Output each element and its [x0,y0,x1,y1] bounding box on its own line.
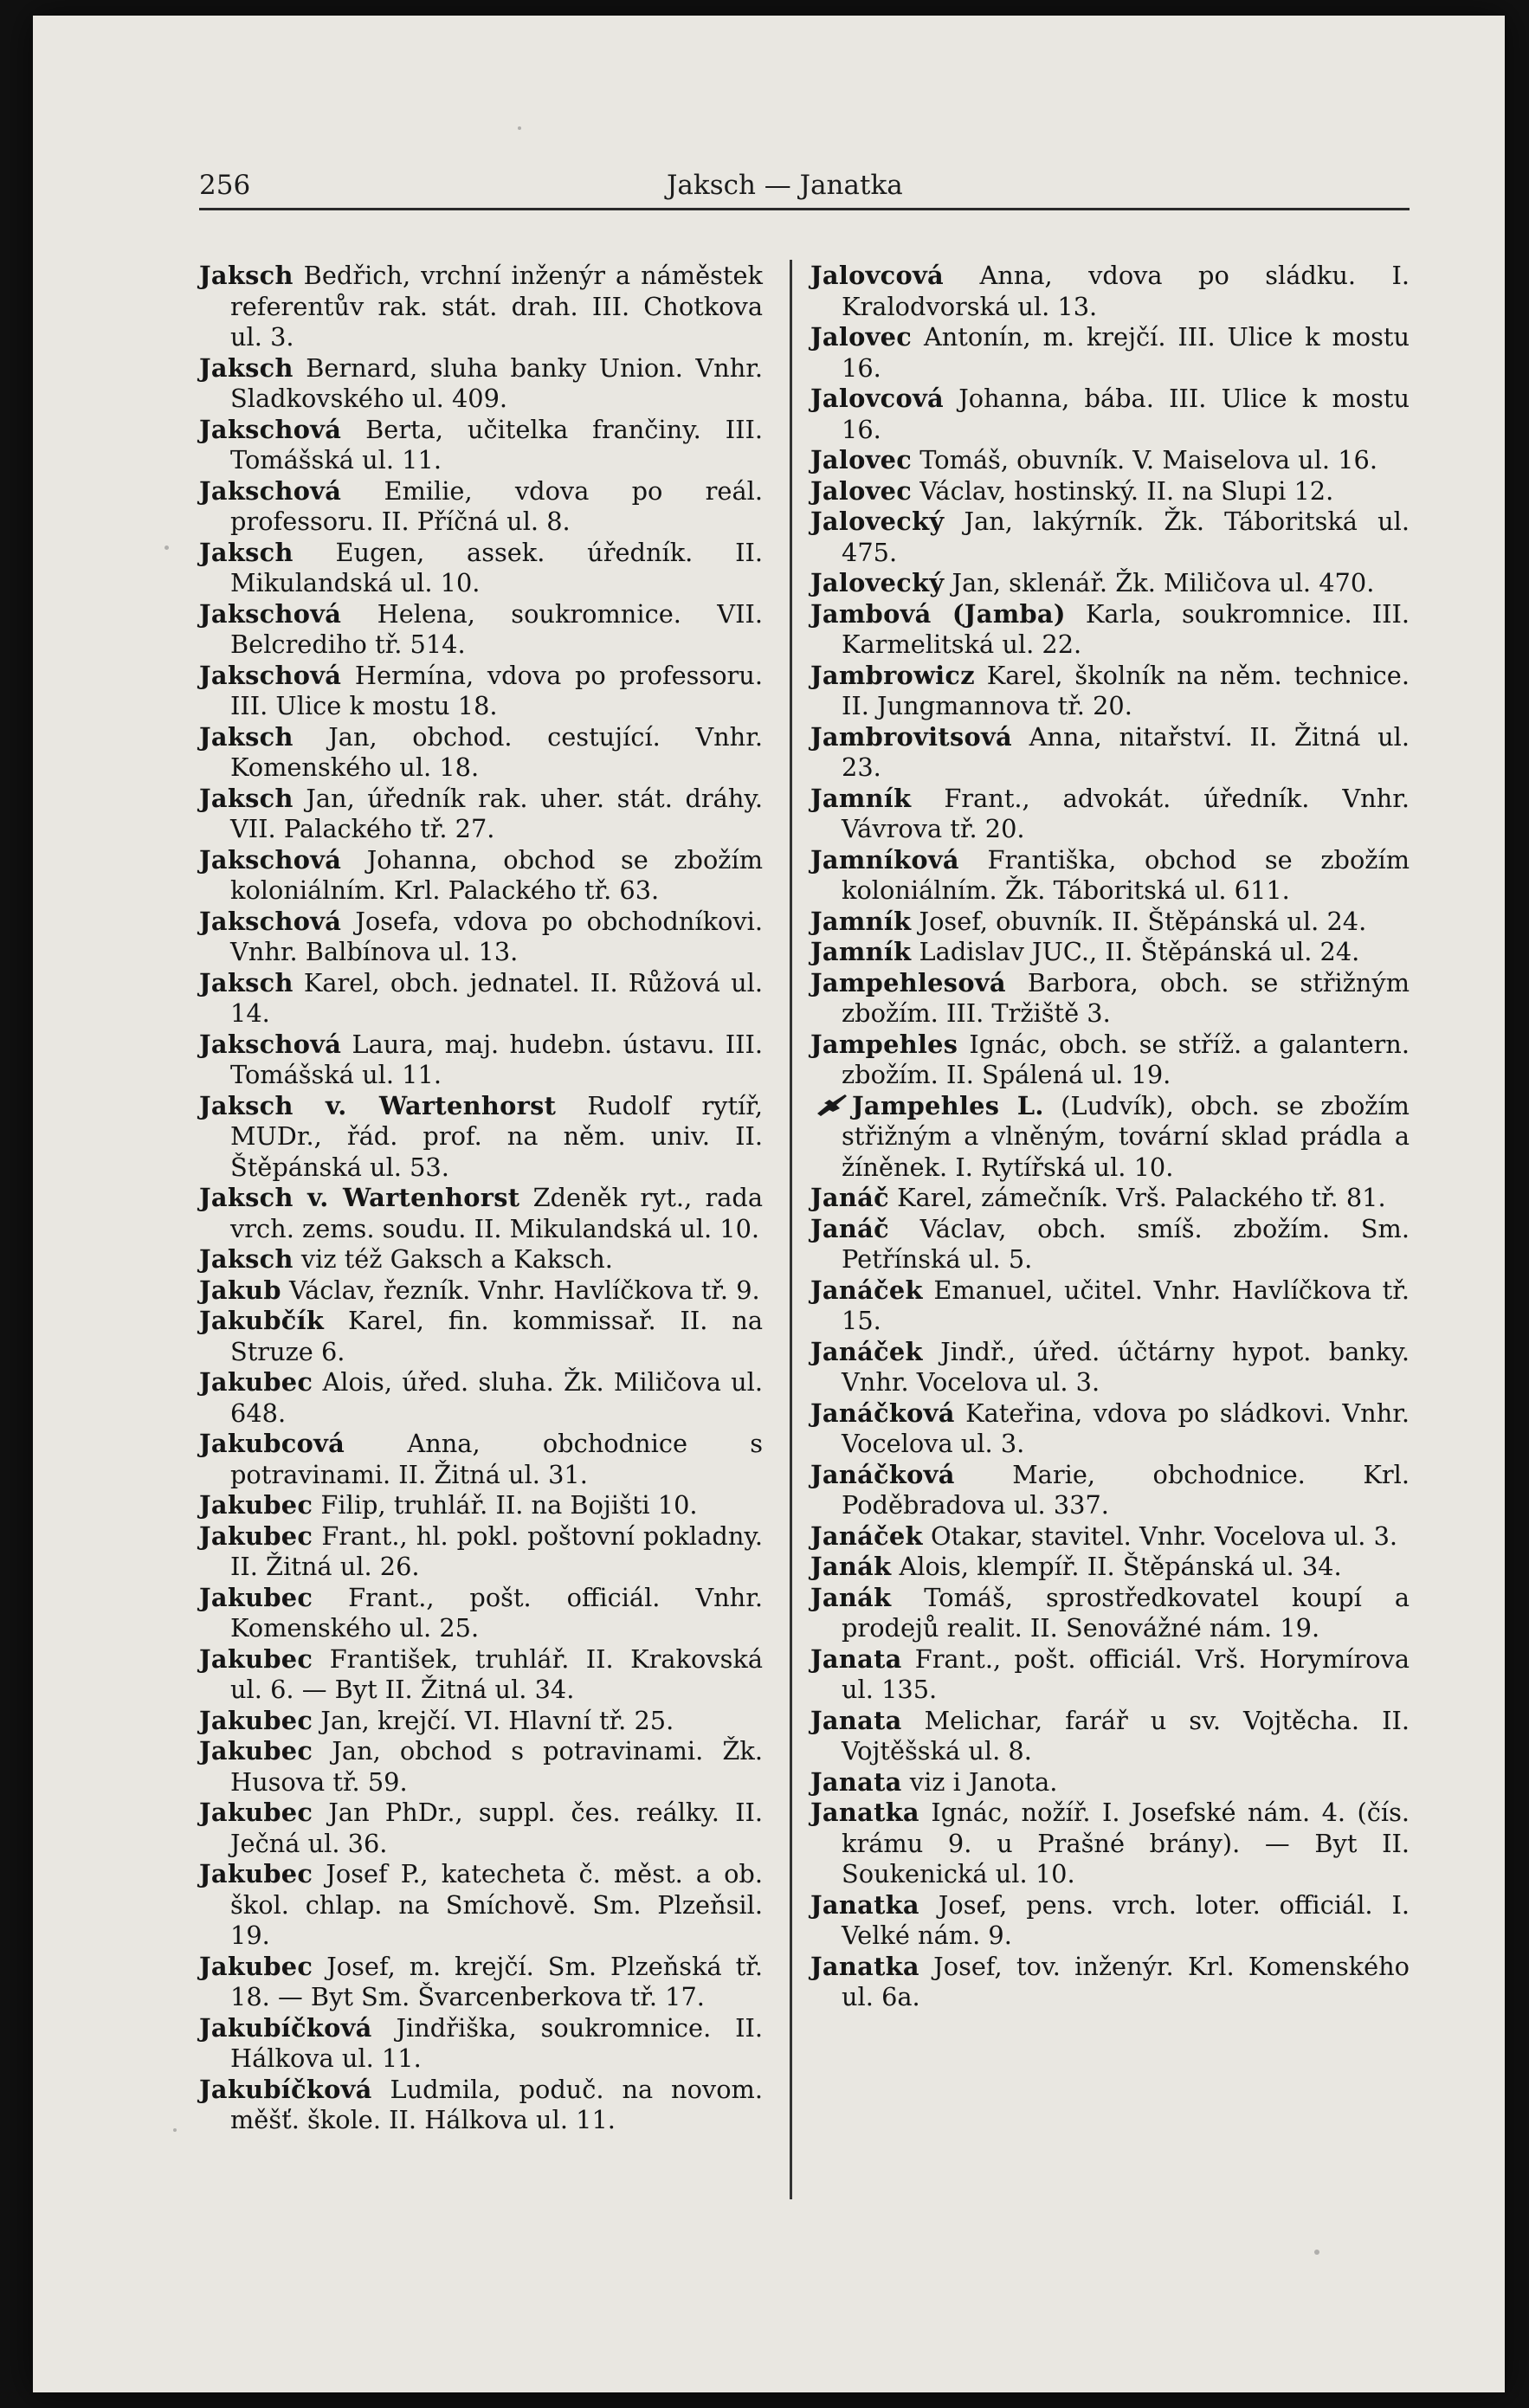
directory-entry [810,1767,1410,1798]
running-head: Jaksch — Janatka [667,170,903,201]
entry-surname: Jakubec [199,1859,313,1888]
directory-entry [810,507,1410,568]
entry-details: Václav, hostinský. II. na Slupi 12. [912,475,1334,506]
entry-surname: Jalovec [810,445,913,474]
print-speck [173,2128,177,2132]
directory-entry [199,415,763,476]
entry-details: Filip, truhlář. II. na Bojišti 10. [313,1490,698,1520]
entry-details: Tomáš, obuvník. V. Maiselova ul. 16. [912,445,1377,474]
column-divider [790,260,792,2199]
entry-details: Karla, soukromnice. III. Karmelitská ul. 22. [842,598,1410,659]
entry-surname: Jalovecký [810,507,945,536]
directory-entry [199,1091,763,1184]
entry-surname: Jalovcová [810,384,944,413]
entry-surname: Janata [810,1643,902,1674]
entry-surname: Jakub [199,1275,281,1305]
entry-details: Jan, úředník rak. uher. stát. dráhy. VII. Palackého tř. 27. [230,783,763,843]
entry-surname: Janáčková [810,1398,955,1428]
entry-details: Emilie, vdova po reál. professoru. II. Příčná ul. 8. [230,475,763,536]
entry-surname: Jakubíčková [199,2012,372,2043]
directory-entry [810,1030,1410,1091]
entry-details: Karel, školník na něm. technice. II. Jungmannova tř. 20. [842,660,1410,720]
entry-details: Frant., pošt. officiál. Vnhr. Komenského ul. 25. [230,1582,763,1643]
directory-entry [810,599,1410,661]
entry-details: Ludmila, poduč. na novom. měšť. škole. II. Hálkova ul. 11. [230,2074,763,2134]
entry-surname: Jakubcová [199,1429,345,1458]
directory-entry [199,353,763,415]
directory-entry [810,1337,1410,1398]
right-column [810,261,1410,2013]
directory-entry [810,1275,1410,1337]
entry-details: Josef, m. krejčí. Sm. Plzeňská tř. 18. — Byt Sm. Švarcenberkova tř. 17. [230,1951,763,2011]
directory-entry [810,1183,1410,1214]
entry-surname: Jakubec [199,1643,313,1674]
entry-details: Václav, obch. smíš. zbožím. Sm. Petřínská ul. 5. [842,1213,1410,1274]
entry-details: Jan, krejčí. VI. Hlavní tř. 25. [313,1705,674,1735]
entry-details: Karel, obch. jednatel. II. Růžová ul. 14. [230,967,763,1028]
entry-details: Josef, pens. vrch. loter. officiál. I. Velké nám. 9. [842,1889,1410,1950]
entry-surname: Jalovec [810,475,913,506]
entry-details: Ladislav JUC., II. Štěpánská ul. 24. [911,937,1360,966]
entry-surname: Jaksch [199,783,294,813]
directory-entry [810,722,1410,784]
entry-surname: Jamník [810,783,912,813]
entry-surname: Janata [810,1766,902,1797]
entry-surname: Jakubec [199,1520,313,1551]
entry-details: Marie, obchodnice. Krl. Poděbradova ul. 337. [842,1459,1410,1520]
entry-details: Josef, obuvník. II. Štěpánská ul. 24. [911,906,1367,936]
entry-surname: Jampehlesová [810,967,1006,997]
entry-surname: Jakubec [199,1951,313,1981]
entry-surname: Jalovcová [810,261,944,290]
entry-surname: Jamníková [810,844,959,875]
entry-details: (Ludvík), obch. se zbožím střižným a vlněným, tovární sklad prádla a žíněnek. I. Rytířská ul. 10. [842,1090,1410,1182]
entry-details: Melichar, farář u sv. Vojtěcha. II. Vojtěšská ul. 8. [842,1705,1410,1766]
entry-surname: Jambová (Jamba) [810,598,1066,629]
entry-surname: Jakschová [199,660,342,690]
entry-details: František, truhlář. II. Krakovská ul. 6. — Byt II. Žitná ul. 34. [230,1643,763,1704]
entry-details: Johanna, bába. III. Ulice k mostu 16. [842,384,1410,444]
directory-entry [810,1952,1410,2013]
directory-entry [810,1644,1410,1706]
entry-surname: Jakubčík [199,1306,325,1335]
entry-details: Antonín, m. krejčí. III. Ulice k mostu 16. [842,322,1410,383]
directory-entry [810,661,1410,722]
directory-entry [199,1030,763,1091]
entry-surname: Jakubec [199,1490,313,1520]
directory-entry [199,661,763,722]
entry-details: Anna, nitařství. II. Žitná ul. 23. [842,721,1410,782]
directory-entry [810,476,1410,507]
directory-entry [810,1552,1410,1583]
entry-surname: Jambrowicz [810,660,975,690]
entry-details: Bedřich, vrchní inženýr a náměstek referentův rak. stát. drah. III. Chotkova ul. 3. [230,261,763,352]
entry-details: Eugen, assek. úředník. II. Mikulandská ul. 10. [230,537,763,597]
entry-surname: Jaksch [199,352,294,383]
entry-details: Zdeněk ryt., rada vrch. zems. soudu. II. Mikulandská ul. 10. [230,1183,763,1243]
entry-details: Johanna, obchod se zbožím koloniálním. Krl. Palackého tř. 63. [230,844,763,905]
entry-details: Berta, učitelka frančiny. III. Tomášská ul. 11. [230,414,763,474]
directory-entry [199,1429,763,1490]
directory-entry [199,2075,763,2136]
entry-surname: Jalovecký [810,568,945,597]
directory-entry [199,1583,763,1644]
entry-surname: Jakubec [199,1705,313,1735]
directory-entry [199,1367,763,1429]
directory-entry [810,1398,1410,1460]
entry-surname: Jaksch [199,261,294,290]
directory-entry [199,599,763,661]
directory-entry [810,845,1410,907]
directory-entry [199,1244,763,1275]
directory-entry [810,1798,1410,1890]
entry-surname: Jakubec [199,1367,313,1397]
entry-surname: Jaksch [199,967,294,997]
directory-entry [810,784,1410,845]
entry-details: Frant., advokát. úředník. Vnhr. Vávrova tř. 20. [842,783,1410,843]
entry-surname: Jakschová [199,475,342,506]
entry-surname: Janáč [810,1183,889,1212]
entry-details: Otakar, stavitel. Vnhr. Vocelova ul. 3. [922,1520,1398,1551]
entry-surname: Jakschová [199,414,342,444]
entry-details: Tomáš, sprostředkovatel koupí a prodejů realit. II. Senovážné nám. 19. [842,1582,1410,1643]
directory-entry [199,907,763,968]
entry-details: Jan, obchod. cestující. Vnhr. Komenského ul. 18. [230,721,763,782]
entry-surname: Jamník [810,906,912,936]
entry-surname: Jalovec [810,322,913,352]
directory-entry [199,1521,763,1583]
directory-entry [199,1275,763,1307]
entry-surname: Jakschová [199,598,342,629]
entry-details: Josef, tov. inženýr. Krl. Komenského ul. 6a. [842,1951,1410,2011]
entry-surname: Jakubec [199,1798,313,1827]
entry-surname: Jaksch [199,1244,294,1274]
directory-entry [810,384,1410,445]
entry-surname: Janáč [810,1213,889,1243]
pointing-hand-icon [816,1091,848,1117]
entry-details: Jan PhDr., suppl. čes. reálky. II. Ječná ul. 36. [230,1798,763,1858]
entry-surname: Jamník [810,937,912,966]
directory-entry [199,261,763,353]
entry-surname: Jakschová [199,906,342,936]
entry-details: Anna, vdova po sládku. I. Kralodvorská ul. 13. [842,261,1410,321]
directory-entry [199,538,763,599]
directory-entry [199,784,763,845]
directory-entry [810,1091,1410,1184]
entry-details: Frant., pošt. officiál. Vrš. Horymírova ul. 135. [842,1643,1410,1704]
entry-surname: Jaksch [199,721,294,752]
entry-details: Alois, klempíř. II. Štěpánská ul. 34. [891,1552,1342,1581]
page-header [199,170,1411,222]
entry-details: Anna, obchodnice s potravinami. II. Žitná ul. 31. [230,1429,763,1489]
directory-entry [199,1952,763,2013]
directory-entry [199,1859,763,1952]
directory-entry [810,322,1410,384]
header-rule [199,208,1410,210]
directory-entry [199,2013,763,2075]
directory-entry [199,1183,763,1244]
entry-surname: Jaksch v. Wartenhorst [199,1183,520,1212]
entry-details: viz též Gaksch a Kaksch. [293,1244,613,1274]
entry-surname: Jakubíčková [199,2074,372,2104]
entry-details: Jindřiška, soukromnice. II. Hálkova ul. 11. [230,2012,763,2073]
entry-details: Barbora, obch. se střižným zbožím. III. Tržiště 3. [842,967,1410,1028]
directory-entry [199,1736,763,1798]
directory-entry [199,1644,763,1706]
directory-entry [810,261,1410,322]
entry-details: Karel, zámečník. Vrš. Palackého tř. 81. [888,1183,1386,1212]
directory-entry [199,1490,763,1521]
entry-surname: Janatka [810,1951,919,1981]
entry-surname: Janáček [810,1520,923,1551]
directory-entry [810,1890,1410,1952]
directory-entry [199,845,763,907]
entry-details: Emanuel, učitel. Vnhr. Havlíčkova tř. 15. [842,1275,1410,1335]
directory-entry [199,1798,763,1859]
entry-surname: Jakubec [199,1582,313,1612]
entry-details: Rudolf rytíř, MUDr., řád. prof. na něm. univ. II. Štěpánská ul. 53. [230,1090,763,1182]
page-number: 256 [199,170,251,201]
entry-details: Jan, sklenář. Žk. Miličova ul. 470. [944,568,1375,597]
directory-entry [199,1306,763,1367]
entry-details: Jindř., úřed. účtárny hypot. banky. Vnhr. Vocelova ul. 3. [842,1336,1410,1397]
directory-entry [810,937,1410,968]
directory-entry [810,907,1410,938]
entry-surname: Janáčková [810,1459,955,1489]
entry-surname: Janák [810,1552,892,1581]
entry-surname: Jaksch v. Wartenhorst [199,1090,557,1120]
left-column [199,261,763,2136]
entry-details: Bernard, sluha banky Union. Vnhr. Sladkovského ul. 409. [230,352,763,413]
entry-surname: Jambrovitsová [810,721,1012,752]
entry-details: viz i Janota. [901,1766,1058,1797]
entry-surname: Jakschová [199,844,342,875]
directory-entry [810,568,1410,599]
directory-entry [810,1460,1410,1521]
entry-details: Karel, fin. kommissař. II. na Struze 6. [230,1306,763,1366]
entry-details: Ignác, obch. se stříž. a galantern. zbožím. II. Spálená ul. 19. [842,1029,1410,1089]
directory-entry [199,722,763,784]
entry-surname: Jakschová [199,1029,342,1059]
directory-entry [810,1706,1410,1767]
directory-entry [810,968,1410,1030]
directory-entry [810,1583,1410,1644]
directory-page [33,16,1505,2392]
entry-details: Hermína, vdova po professoru. III. Ulice k mostu 18. [230,660,763,720]
entry-details: Helena, soukromnice. VII. Belcrediho tř. 514. [230,598,763,659]
entry-surname: Jampehles L. [852,1090,1044,1120]
entry-surname: Jakubec [199,1736,313,1766]
directory-entry [810,445,1410,476]
directory-entry [810,1521,1410,1553]
entry-details: Josefa, vdova po obchodníkovi. Vnhr. Balbínova ul. 13. [230,906,763,966]
entry-details: Kateřina, vdova po sládkovi. Vnhr. Vocelova ul. 3. [842,1398,1410,1458]
directory-entry [199,1706,763,1737]
entry-details: Jan, obchod s potravinami. Žk. Husova tř. 59. [230,1736,763,1797]
print-speck [1314,2250,1319,2255]
entry-surname: Jaksch [199,537,294,567]
print-speck [165,546,169,550]
entry-surname: Janatka [810,1889,919,1920]
entry-details: Františka, obchod se zbožím koloniálním. Žk. Táboritská ul. 611. [842,844,1410,905]
directory-entry [199,968,763,1030]
directory-entry [199,476,763,538]
entry-details: Ignác, nožíř. I. Josefské nám. 4. (čís. krámu 9. u Prašné brány). — Byt II. Soukenická ul. 10. [842,1798,1410,1888]
entry-details: Jan, lakýrník. Žk. Táboritská ul. 475. [842,507,1410,567]
entry-surname: Janáček [810,1275,923,1305]
entry-details: Frant., hl. pokl. poštovní pokladny. II. Žitná ul. 26. [230,1520,763,1581]
entry-surname: Janata [810,1705,902,1735]
directory-entry [810,1214,1410,1275]
entry-surname: Janák [810,1582,892,1612]
entry-surname: Jampehles [810,1029,958,1059]
entry-surname: Janáček [810,1336,923,1366]
entry-surname: Janatka [810,1798,919,1827]
entry-details: Václav, řezník. Vnhr. Havlíčkova tř. 9. [281,1275,760,1305]
entry-details: Josef P., katecheta č. měst. a ob. škol. chlap. na Smíchově. Sm. Plzeňsil. 19. [230,1859,763,1950]
entry-details: Laura, maj. hudebn. ústavu. III. Tomášská ul. 11. [230,1029,763,1089]
print-speck [518,126,521,130]
entry-details: Alois, úřed. sluha. Žk. Miličova ul. 648. [230,1367,763,1428]
